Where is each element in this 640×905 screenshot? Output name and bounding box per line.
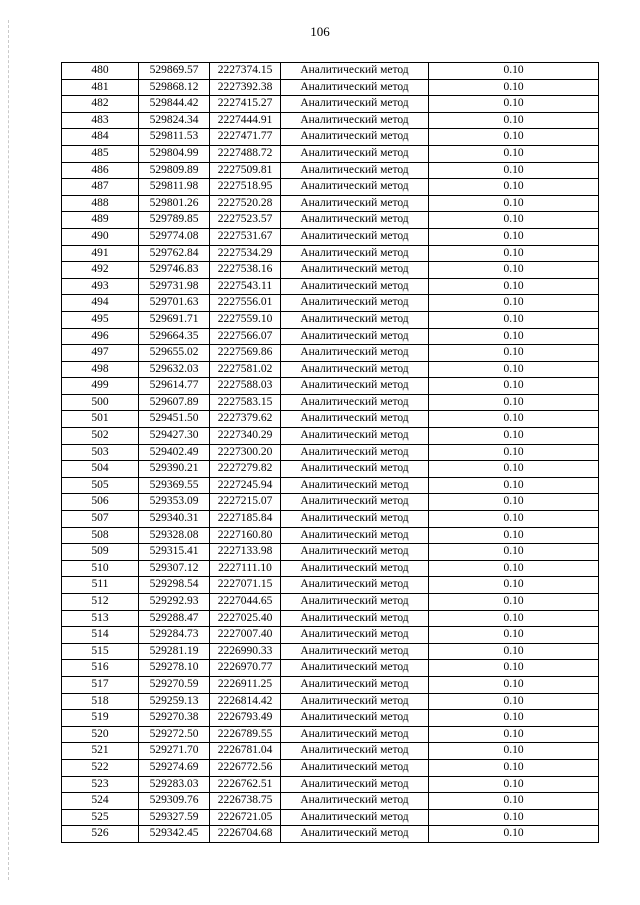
- accuracy-cell: 0.10: [429, 560, 599, 577]
- table-row: [62, 461, 599, 478]
- x-coordinate-cell: 529762.84: [139, 245, 210, 262]
- y-coordinate-cell: 2226793.49: [210, 710, 281, 727]
- table-row: [62, 809, 599, 826]
- accuracy-cell: 0.10: [429, 129, 599, 146]
- point-number-cell: 497: [62, 345, 139, 362]
- accuracy-cell: 0.10: [429, 676, 599, 693]
- table-row: [62, 676, 599, 693]
- method-cell: Аналитический метод: [281, 212, 429, 229]
- accuracy-cell: 0.10: [429, 826, 599, 843]
- point-number-cell: 512: [62, 594, 139, 611]
- table-row: [62, 743, 599, 760]
- point-number-cell: 486: [62, 162, 139, 179]
- accuracy-cell: 0.10: [429, 245, 599, 262]
- accuracy-cell: 0.10: [429, 394, 599, 411]
- y-coordinate-cell: 2226781.04: [210, 743, 281, 760]
- point-number-cell: 502: [62, 428, 139, 445]
- x-coordinate-cell: 529328.08: [139, 527, 210, 544]
- method-cell: Аналитический метод: [281, 345, 429, 362]
- table-row: [62, 627, 599, 644]
- x-coordinate-cell: 529353.09: [139, 494, 210, 511]
- x-coordinate-cell: 529342.45: [139, 826, 210, 843]
- y-coordinate-cell: 2227215.07: [210, 494, 281, 511]
- table-row: [62, 145, 599, 162]
- method-cell: Аналитический метод: [281, 129, 429, 146]
- point-number-cell: 485: [62, 145, 139, 162]
- x-coordinate-cell: 529270.59: [139, 676, 210, 693]
- accuracy-cell: 0.10: [429, 461, 599, 478]
- x-coordinate-cell: 529315.41: [139, 544, 210, 561]
- x-coordinate-cell: 529804.99: [139, 145, 210, 162]
- y-coordinate-cell: 2226911.25: [210, 676, 281, 693]
- method-cell: Аналитический метод: [281, 394, 429, 411]
- accuracy-cell: 0.10: [429, 627, 599, 644]
- page-number: 106: [310, 24, 330, 39]
- x-coordinate-cell: 529272.50: [139, 726, 210, 743]
- accuracy-cell: 0.10: [429, 660, 599, 677]
- point-number-cell: 520: [62, 726, 139, 743]
- y-coordinate-cell: 2227379.62: [210, 411, 281, 428]
- table-row: [62, 577, 599, 594]
- method-cell: Аналитический метод: [281, 759, 429, 776]
- method-cell: Аналитический метод: [281, 411, 429, 428]
- accuracy-cell: 0.10: [429, 295, 599, 312]
- table-row: [62, 129, 599, 146]
- x-coordinate-cell: 529307.12: [139, 560, 210, 577]
- table-row: [62, 162, 599, 179]
- point-number-cell: 521: [62, 743, 139, 760]
- accuracy-cell: 0.10: [429, 776, 599, 793]
- point-number-cell: 494: [62, 295, 139, 312]
- point-number-cell: 484: [62, 129, 139, 146]
- accuracy-cell: 0.10: [429, 79, 599, 96]
- accuracy-cell: 0.10: [429, 195, 599, 212]
- x-coordinate-cell: 529309.76: [139, 793, 210, 810]
- y-coordinate-cell: 2227566.07: [210, 328, 281, 345]
- point-number-cell: 516: [62, 660, 139, 677]
- y-coordinate-cell: 2227300.20: [210, 444, 281, 461]
- method-cell: Аналитический метод: [281, 145, 429, 162]
- table-row: [62, 96, 599, 113]
- y-coordinate-cell: 2226762.51: [210, 776, 281, 793]
- point-number-cell: 510: [62, 560, 139, 577]
- y-coordinate-cell: 2227543.11: [210, 278, 281, 295]
- method-cell: Аналитический метод: [281, 96, 429, 113]
- method-cell: Аналитический метод: [281, 295, 429, 312]
- y-coordinate-cell: 2227185.84: [210, 511, 281, 528]
- accuracy-cell: 0.10: [429, 594, 599, 611]
- point-number-cell: 524: [62, 793, 139, 810]
- y-coordinate-cell: 2227531.67: [210, 228, 281, 245]
- method-cell: Аналитический метод: [281, 643, 429, 660]
- table-row: [62, 179, 599, 196]
- y-coordinate-cell: 2227160.80: [210, 527, 281, 544]
- point-number-cell: 490: [62, 228, 139, 245]
- y-coordinate-cell: 2227025.40: [210, 610, 281, 627]
- x-coordinate-cell: 529298.54: [139, 577, 210, 594]
- table-row: [62, 345, 599, 362]
- method-cell: Аналитический метод: [281, 693, 429, 710]
- y-coordinate-cell: 2227340.29: [210, 428, 281, 445]
- point-number-cell: 501: [62, 411, 139, 428]
- point-number-cell: 480: [62, 63, 139, 80]
- x-coordinate-cell: 529607.89: [139, 394, 210, 411]
- method-cell: Аналитический метод: [281, 228, 429, 245]
- accuracy-cell: 0.10: [429, 228, 599, 245]
- x-coordinate-cell: 529811.98: [139, 179, 210, 196]
- point-number-cell: 526: [62, 826, 139, 843]
- x-coordinate-cell: 529451.50: [139, 411, 210, 428]
- x-coordinate-cell: 529809.89: [139, 162, 210, 179]
- accuracy-cell: 0.10: [429, 444, 599, 461]
- x-coordinate-cell: 529427.30: [139, 428, 210, 445]
- accuracy-cell: 0.10: [429, 793, 599, 810]
- x-coordinate-cell: 529274.69: [139, 759, 210, 776]
- accuracy-cell: 0.10: [429, 112, 599, 129]
- y-coordinate-cell: 2227007.40: [210, 627, 281, 644]
- accuracy-cell: 0.10: [429, 710, 599, 727]
- x-coordinate-cell: 529327.59: [139, 809, 210, 826]
- table-row: [62, 311, 599, 328]
- accuracy-cell: 0.10: [429, 544, 599, 561]
- method-cell: Аналитический метод: [281, 826, 429, 843]
- y-coordinate-cell: 2227534.29: [210, 245, 281, 262]
- y-coordinate-cell: 2226814.42: [210, 693, 281, 710]
- accuracy-cell: 0.10: [429, 328, 599, 345]
- y-coordinate-cell: 2227471.77: [210, 129, 281, 146]
- table-row: [62, 793, 599, 810]
- method-cell: Аналитический метод: [281, 560, 429, 577]
- x-coordinate-cell: 529271.70: [139, 743, 210, 760]
- y-coordinate-cell: 2227415.27: [210, 96, 281, 113]
- method-cell: Аналитический метод: [281, 610, 429, 627]
- method-cell: Аналитический метод: [281, 112, 429, 129]
- method-cell: Аналитический метод: [281, 776, 429, 793]
- y-coordinate-cell: 2227569.86: [210, 345, 281, 362]
- table-row: [62, 560, 599, 577]
- point-number-cell: 487: [62, 179, 139, 196]
- method-cell: Аналитический метод: [281, 63, 429, 80]
- method-cell: Аналитический метод: [281, 710, 429, 727]
- point-number-cell: 523: [62, 776, 139, 793]
- point-number-cell: 511: [62, 577, 139, 594]
- y-coordinate-cell: 2227538.16: [210, 262, 281, 279]
- method-cell: Аналитический метод: [281, 477, 429, 494]
- table-body: [62, 63, 599, 843]
- point-number-cell: 495: [62, 311, 139, 328]
- table-row: [62, 776, 599, 793]
- y-coordinate-cell: 2227520.28: [210, 195, 281, 212]
- y-coordinate-cell: 2226970.77: [210, 660, 281, 677]
- accuracy-cell: 0.10: [429, 610, 599, 627]
- accuracy-cell: 0.10: [429, 345, 599, 362]
- table-row: [62, 477, 599, 494]
- accuracy-cell: 0.10: [429, 96, 599, 113]
- method-cell: Аналитический метод: [281, 428, 429, 445]
- method-cell: Аналитический метод: [281, 461, 429, 478]
- point-number-cell: 504: [62, 461, 139, 478]
- method-cell: Аналитический метод: [281, 793, 429, 810]
- table-row: [62, 245, 599, 262]
- y-coordinate-cell: 2227559.10: [210, 311, 281, 328]
- table-row: [62, 527, 599, 544]
- method-cell: Аналитический метод: [281, 809, 429, 826]
- x-coordinate-cell: 529811.53: [139, 129, 210, 146]
- y-coordinate-cell: 2227111.10: [210, 560, 281, 577]
- x-coordinate-cell: 529655.02: [139, 345, 210, 362]
- accuracy-cell: 0.10: [429, 361, 599, 378]
- method-cell: Аналитический метод: [281, 527, 429, 544]
- x-coordinate-cell: 529632.03: [139, 361, 210, 378]
- point-number-cell: 525: [62, 809, 139, 826]
- accuracy-cell: 0.10: [429, 179, 599, 196]
- point-number-cell: 491: [62, 245, 139, 262]
- x-coordinate-cell: 529369.55: [139, 477, 210, 494]
- point-number-cell: 500: [62, 394, 139, 411]
- x-coordinate-cell: 529340.31: [139, 511, 210, 528]
- table-row: [62, 378, 599, 395]
- accuracy-cell: 0.10: [429, 693, 599, 710]
- method-cell: Аналитический метод: [281, 577, 429, 594]
- accuracy-cell: 0.10: [429, 726, 599, 743]
- x-coordinate-cell: 529288.47: [139, 610, 210, 627]
- x-coordinate-cell: 529614.77: [139, 378, 210, 395]
- accuracy-cell: 0.10: [429, 511, 599, 528]
- x-coordinate-cell: 529731.98: [139, 278, 210, 295]
- table-row: [62, 693, 599, 710]
- x-coordinate-cell: 529701.63: [139, 295, 210, 312]
- point-number-cell: 483: [62, 112, 139, 129]
- x-coordinate-cell: 529270.38: [139, 710, 210, 727]
- point-number-cell: 505: [62, 477, 139, 494]
- point-number-cell: 518: [62, 693, 139, 710]
- table-row: [62, 544, 599, 561]
- x-coordinate-cell: 529278.10: [139, 660, 210, 677]
- accuracy-cell: 0.10: [429, 759, 599, 776]
- point-number-cell: 498: [62, 361, 139, 378]
- accuracy-cell: 0.10: [429, 278, 599, 295]
- coordinates-table: [61, 62, 599, 843]
- table-row: [62, 212, 599, 229]
- table-row: [62, 444, 599, 461]
- point-number-cell: 508: [62, 527, 139, 544]
- method-cell: Аналитический метод: [281, 544, 429, 561]
- method-cell: Аналитический метод: [281, 361, 429, 378]
- method-cell: Аналитический метод: [281, 195, 429, 212]
- x-coordinate-cell: 529664.35: [139, 328, 210, 345]
- accuracy-cell: 0.10: [429, 743, 599, 760]
- point-number-cell: 507: [62, 511, 139, 528]
- point-number-cell: 514: [62, 627, 139, 644]
- y-coordinate-cell: 2227374.15: [210, 63, 281, 80]
- y-coordinate-cell: 2227581.02: [210, 361, 281, 378]
- y-coordinate-cell: 2227588.03: [210, 378, 281, 395]
- x-coordinate-cell: 529801.26: [139, 195, 210, 212]
- method-cell: Аналитический метод: [281, 660, 429, 677]
- x-coordinate-cell: 529746.83: [139, 262, 210, 279]
- table-row: [62, 511, 599, 528]
- table-row: [62, 79, 599, 96]
- x-coordinate-cell: 529869.57: [139, 63, 210, 80]
- table-row: [62, 112, 599, 129]
- method-cell: Аналитический метод: [281, 378, 429, 395]
- point-number-cell: 492: [62, 262, 139, 279]
- y-coordinate-cell: 2226990.33: [210, 643, 281, 660]
- method-cell: Аналитический метод: [281, 743, 429, 760]
- y-coordinate-cell: 2227583.15: [210, 394, 281, 411]
- point-number-cell: 489: [62, 212, 139, 229]
- point-number-cell: 509: [62, 544, 139, 561]
- y-coordinate-cell: 2227245.94: [210, 477, 281, 494]
- table-row: [62, 63, 599, 80]
- table-row: [62, 826, 599, 843]
- table-row: [62, 594, 599, 611]
- y-coordinate-cell: 2226738.75: [210, 793, 281, 810]
- point-number-cell: 482: [62, 96, 139, 113]
- point-number-cell: 488: [62, 195, 139, 212]
- point-number-cell: 496: [62, 328, 139, 345]
- accuracy-cell: 0.10: [429, 262, 599, 279]
- accuracy-cell: 0.10: [429, 428, 599, 445]
- table-row: [62, 710, 599, 727]
- x-coordinate-cell: 529281.19: [139, 643, 210, 660]
- y-coordinate-cell: 2227518.95: [210, 179, 281, 196]
- y-coordinate-cell: 2227444.91: [210, 112, 281, 129]
- accuracy-cell: 0.10: [429, 63, 599, 80]
- x-coordinate-cell: 529292.93: [139, 594, 210, 611]
- method-cell: Аналитический метод: [281, 594, 429, 611]
- y-coordinate-cell: 2226789.55: [210, 726, 281, 743]
- y-coordinate-cell: 2227279.82: [210, 461, 281, 478]
- table-row: [62, 428, 599, 445]
- x-coordinate-cell: 529844.42: [139, 96, 210, 113]
- table-row: [62, 228, 599, 245]
- table-row: [62, 394, 599, 411]
- table-row: [62, 195, 599, 212]
- method-cell: Аналитический метод: [281, 262, 429, 279]
- margin-rule: [8, 20, 9, 880]
- point-number-cell: 522: [62, 759, 139, 776]
- method-cell: Аналитический метод: [281, 494, 429, 511]
- x-coordinate-cell: 529259.13: [139, 693, 210, 710]
- method-cell: Аналитический метод: [281, 162, 429, 179]
- point-number-cell: 513: [62, 610, 139, 627]
- accuracy-cell: 0.10: [429, 378, 599, 395]
- table-row: [62, 660, 599, 677]
- method-cell: Аналитический метод: [281, 511, 429, 528]
- point-number-cell: 519: [62, 710, 139, 727]
- accuracy-cell: 0.10: [429, 494, 599, 511]
- x-coordinate-cell: 529284.73: [139, 627, 210, 644]
- method-cell: Аналитический метод: [281, 179, 429, 196]
- y-coordinate-cell: 2226772.56: [210, 759, 281, 776]
- table-row: [62, 494, 599, 511]
- method-cell: Аналитический метод: [281, 627, 429, 644]
- method-cell: Аналитический метод: [281, 245, 429, 262]
- point-number-cell: 506: [62, 494, 139, 511]
- accuracy-cell: 0.10: [429, 643, 599, 660]
- x-coordinate-cell: 529789.85: [139, 212, 210, 229]
- method-cell: Аналитический метод: [281, 726, 429, 743]
- table-row: [62, 278, 599, 295]
- y-coordinate-cell: 2227044.65: [210, 594, 281, 611]
- table-row: [62, 411, 599, 428]
- x-coordinate-cell: 529691.71: [139, 311, 210, 328]
- table-row: [62, 643, 599, 660]
- method-cell: Аналитический метод: [281, 328, 429, 345]
- accuracy-cell: 0.10: [429, 477, 599, 494]
- x-coordinate-cell: 529402.49: [139, 444, 210, 461]
- y-coordinate-cell: 2227392.38: [210, 79, 281, 96]
- point-number-cell: 503: [62, 444, 139, 461]
- accuracy-cell: 0.10: [429, 212, 599, 229]
- accuracy-cell: 0.10: [429, 411, 599, 428]
- y-coordinate-cell: 2227523.57: [210, 212, 281, 229]
- method-cell: Аналитический метод: [281, 444, 429, 461]
- method-cell: Аналитический метод: [281, 278, 429, 295]
- table-row: [62, 361, 599, 378]
- y-coordinate-cell: 2227071.15: [210, 577, 281, 594]
- point-number-cell: 481: [62, 79, 139, 96]
- table-row: [62, 726, 599, 743]
- accuracy-cell: 0.10: [429, 809, 599, 826]
- x-coordinate-cell: 529824.34: [139, 112, 210, 129]
- accuracy-cell: 0.10: [429, 311, 599, 328]
- point-number-cell: 515: [62, 643, 139, 660]
- method-cell: Аналитический метод: [281, 311, 429, 328]
- y-coordinate-cell: 2227488.72: [210, 145, 281, 162]
- accuracy-cell: 0.10: [429, 162, 599, 179]
- y-coordinate-cell: 2227133.98: [210, 544, 281, 561]
- table-row: [62, 328, 599, 345]
- y-coordinate-cell: 2226704.68: [210, 826, 281, 843]
- point-number-cell: 499: [62, 378, 139, 395]
- method-cell: Аналитический метод: [281, 676, 429, 693]
- table-row: [62, 610, 599, 627]
- y-coordinate-cell: 2227509.81: [210, 162, 281, 179]
- y-coordinate-cell: 2226721.05: [210, 809, 281, 826]
- accuracy-cell: 0.10: [429, 577, 599, 594]
- x-coordinate-cell: 529774.08: [139, 228, 210, 245]
- point-number-cell: 517: [62, 676, 139, 693]
- x-coordinate-cell: 529283.03: [139, 776, 210, 793]
- x-coordinate-cell: 529390.21: [139, 461, 210, 478]
- method-cell: Аналитический метод: [281, 79, 429, 96]
- x-coordinate-cell: 529868.12: [139, 79, 210, 96]
- table-row: [62, 262, 599, 279]
- point-number-cell: 493: [62, 278, 139, 295]
- table-row: [62, 759, 599, 776]
- accuracy-cell: 0.10: [429, 527, 599, 544]
- table-row: [62, 295, 599, 312]
- y-coordinate-cell: 2227556.01: [210, 295, 281, 312]
- accuracy-cell: 0.10: [429, 145, 599, 162]
